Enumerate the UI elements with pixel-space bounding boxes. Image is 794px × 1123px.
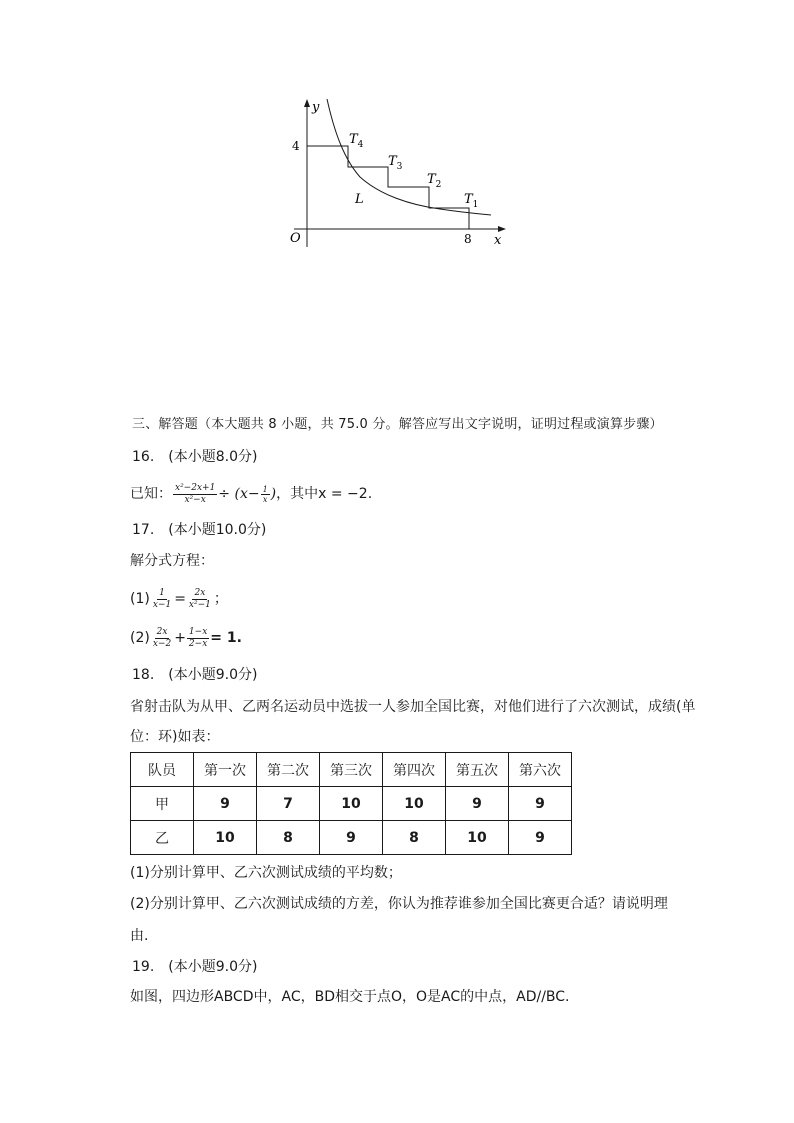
x-axis-arrow bbox=[498, 226, 506, 232]
table-row bbox=[131, 787, 572, 821]
curve-label: L bbox=[355, 192, 364, 207]
q18-sub2-line2: 由. bbox=[130, 928, 149, 944]
table-cell: 8 bbox=[257, 821, 320, 855]
table-cell: 9 bbox=[194, 787, 257, 821]
step-label-t4: $T_4$ bbox=[349, 132, 364, 150]
q19-text: 如图，四边形ABCD中，AC，BD相交于点O，O是AC的中点，AD//BC. bbox=[130, 989, 570, 1005]
table-header-row bbox=[131, 753, 572, 787]
y-axis-label: y bbox=[312, 100, 320, 115]
q16-header: 16. (本小题8.0分) bbox=[132, 449, 258, 465]
q16-lead: 已知： bbox=[130, 486, 172, 502]
table-cell: 9 bbox=[509, 787, 572, 821]
table-cell: 7 bbox=[257, 787, 320, 821]
q16-close: ) bbox=[270, 486, 277, 502]
q16-inner-numerator: 1 bbox=[262, 484, 268, 494]
y-axis-arrow bbox=[304, 99, 310, 107]
q18-header: 18. (本小题9.0分) bbox=[132, 667, 258, 683]
x-axis-label: x bbox=[494, 233, 502, 248]
table-cell: 10 bbox=[320, 787, 383, 821]
q18-sub2-line1: (2)分别计算甲、乙六次测试成绩的方差，你认为推荐谁参加全国比赛更合适？请说明理 bbox=[130, 896, 668, 912]
q17-part2 bbox=[130, 624, 242, 652]
table-header-cell: 第二次 bbox=[257, 753, 320, 787]
q16-inner-denominator: x bbox=[262, 494, 268, 504]
table-header-cell: 第六次 bbox=[509, 753, 572, 787]
table-header-cell: 第四次 bbox=[383, 753, 446, 787]
table-cell: 9 bbox=[446, 787, 509, 821]
q17-p1-lden: x−1 bbox=[152, 599, 172, 610]
table-header-cell: 第一次 bbox=[194, 753, 257, 787]
q17-p1-end: ； bbox=[213, 591, 228, 607]
q17-part2-left-fraction bbox=[151, 627, 173, 650]
q17-p1-rnum: 2x bbox=[194, 587, 206, 598]
q17-p1-lnum: 1 bbox=[159, 587, 165, 598]
q16-frac-denominator: x²−x bbox=[184, 494, 206, 505]
q16-frac-numerator: x²−2x+1 bbox=[175, 482, 216, 493]
q16-tail: ，其中x = −2. bbox=[276, 486, 373, 502]
x-tick-label: 8 bbox=[464, 232, 472, 246]
step-graph-figure bbox=[280, 95, 520, 255]
q17-part1-left-fraction bbox=[151, 588, 173, 611]
table-row bbox=[131, 821, 572, 855]
y-tick-label: 4 bbox=[292, 139, 300, 153]
table-header-cell: 队员 bbox=[131, 753, 194, 787]
table-cell: 8 bbox=[383, 821, 446, 855]
q17-p2-lden: x−2 bbox=[152, 638, 172, 649]
q17-p2-end: = 1. bbox=[210, 630, 242, 646]
table-header-cell: 第五次 bbox=[446, 753, 509, 787]
table-header-cell: 第三次 bbox=[320, 753, 383, 787]
q17-p2-rden: 2−x bbox=[188, 638, 208, 649]
q19-header: 19. (本小题9.0分) bbox=[132, 959, 258, 975]
q17-part1 bbox=[130, 585, 228, 613]
table-cell: 9 bbox=[320, 821, 383, 855]
q16-divide: ÷ (x− bbox=[218, 486, 260, 502]
q18-desc-line2: 位：环)如表： bbox=[130, 729, 220, 745]
q17-p2-lnum: 2x bbox=[156, 626, 168, 637]
step-label-t1: $T_1$ bbox=[464, 192, 479, 210]
table-cell: 10 bbox=[194, 821, 257, 855]
q17-p1-rden: x²−1 bbox=[188, 599, 211, 610]
origin-label: O bbox=[290, 231, 301, 246]
table-cell: 10 bbox=[383, 787, 446, 821]
q17-part2-right-fraction bbox=[187, 627, 209, 650]
step-label-t3: $T_3$ bbox=[388, 154, 403, 172]
table-row-name: 乙 bbox=[131, 821, 194, 855]
q17-p2-plus: + bbox=[174, 630, 186, 646]
q17-header: 17. (本小题10.0分) bbox=[132, 522, 267, 538]
scores-table bbox=[130, 752, 572, 855]
q17-intro: 解分式方程： bbox=[130, 553, 214, 569]
section-heading: 三、解答题（本大题共 8 小题，共 75.0 分。解答应写出文字说明，证明过程或演算步骤） bbox=[132, 417, 663, 432]
q17-p2-rnum: 1−x bbox=[188, 626, 208, 637]
table-row-name: 甲 bbox=[131, 787, 194, 821]
q17-part1-label: (1) bbox=[130, 591, 150, 607]
q16-main-fraction bbox=[173, 483, 217, 506]
step-label-t2: $T_2$ bbox=[427, 172, 442, 190]
q16-inner-fraction bbox=[261, 485, 270, 504]
table-cell: 9 bbox=[509, 821, 572, 855]
q18-desc-line1: 省射击队为从甲、乙两名运动员中选拔一人参加全国比赛，对他们进行了六次测试，成绩(单 bbox=[130, 699, 696, 715]
q17-part2-label: (2) bbox=[130, 630, 150, 646]
q17-part1-right-fraction bbox=[187, 588, 213, 611]
q16-body bbox=[130, 480, 372, 508]
q17-p1-eq: = bbox=[174, 591, 186, 607]
table-cell: 10 bbox=[446, 821, 509, 855]
q18-sub1: (1)分别计算甲、乙六次测试成绩的平均数； bbox=[130, 865, 402, 881]
